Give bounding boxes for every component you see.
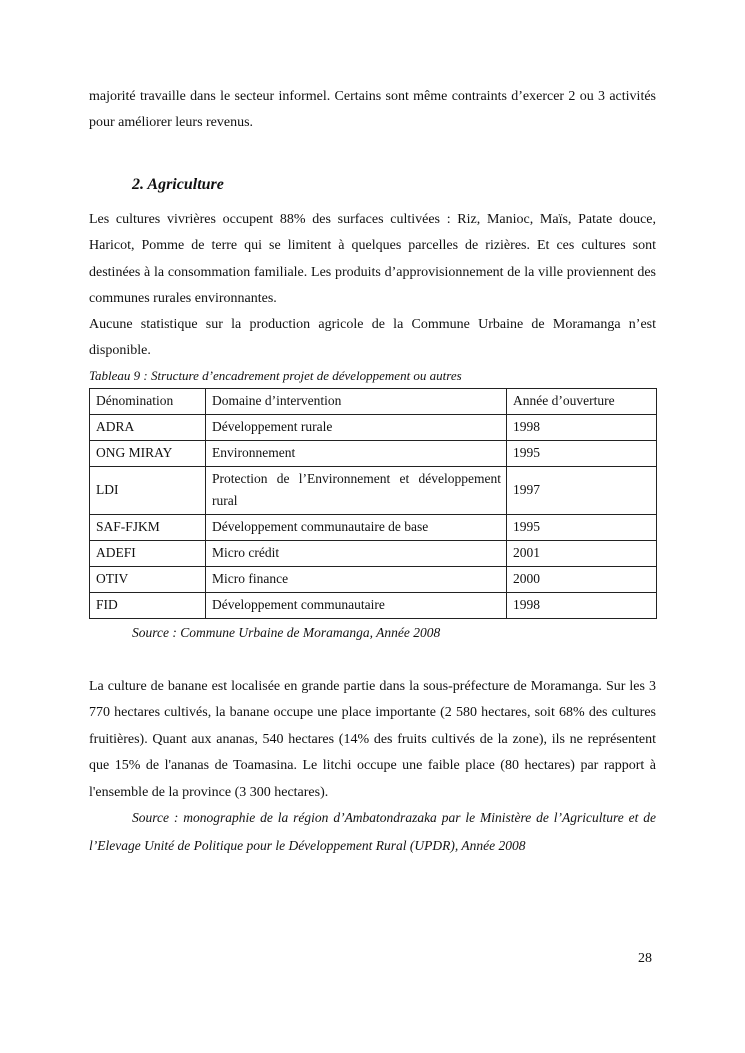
table-header-row [90,389,657,415]
section-heading: 2. Agriculture [132,176,224,193]
table-row [90,441,657,467]
cell-denomination: LDI [90,467,206,515]
cell-annee: 1995 [507,441,657,467]
cell-domaine: Micro finance [206,567,507,593]
structure-table [89,388,657,619]
table-row [90,415,657,441]
cell-annee: 2000 [507,567,657,593]
cell-annee: 1995 [507,515,657,541]
cell-domaine: Protection de l’Environnement et développement rural [206,467,507,515]
cell-domaine: Développement communautaire [206,593,507,619]
cell-domaine: Micro crédit [206,541,507,567]
cell-annee: 1998 [507,415,657,441]
agriculture-paragraph-1: Les cultures vivrières occupent 88% des surfaces cultivées : Riz, Manioc, Maïs, Patate douce, Haricot, Pomme de terre qui se limitent à quelques parcelles de rizières. Et ces cultures sont destinées à la consommation familiale. Les produits d’approvisionnement de la ville proviennent des communes rurales environnantes. [89,212,656,307]
cell-denomination: ADEFI [90,541,206,567]
cell-denomination: FID [90,593,206,619]
header-annee: Année d’ouverture [507,389,657,415]
cell-denomination: ONG MIRAY [90,441,206,467]
banana-source: Source : monographie de la région d’Ambatondrazaka par le Ministère de l’Agriculture et de l’Elevage Unité de Politique pour le Développement Rural (UPDR), Année 2008 [89,810,656,853]
table-row [90,515,657,541]
cell-domaine: Environnement [206,441,507,467]
header-denomination: Dénomination [90,389,206,415]
table-row [90,467,657,515]
table-row [90,593,657,619]
table-row [90,567,657,593]
table-source: Source : Commune Urbaine de Moramanga, Année 2008 [132,625,441,640]
cell-domaine: Développement communautaire de base [206,515,507,541]
banana-paragraph: La culture de banane est localisée en grande partie dans la sous-préfecture de Moramanga. Sur les 3 770 hectares cultivés, la banane occupe une place importante (2 580 hectares, soit 68% des cultures fruitières). Quant aux ananas, 540 hectares (14% des fruits cultivés de la zone), ils ne représentent que 15% de l'ananas de Toamasina. Le litchi occupe une faible place (80 hectares) par rapport à l'ensemble de la province (3 300 hectares). [89,679,656,800]
cell-domaine: Développement rurale [206,415,507,441]
page-number: 28 [638,951,652,966]
header-domaine: Domaine d’intervention [206,389,507,415]
table-row [90,541,657,567]
agriculture-paragraph-2: Aucune statistique sur la production agricole de la Commune Urbaine de Moramanga n’est disponible. [89,317,656,359]
cell-annee: 1997 [507,467,657,515]
table-caption: Tableau 9 : Structure d’encadrement projet de développement ou autres [89,368,462,383]
intro-paragraph: majorité travaille dans le secteur informel. Certains sont même contraints d’exercer 2 ou 3 activités pour améliorer leurs revenus. [89,89,656,131]
cell-denomination: ADRA [90,415,206,441]
cell-annee: 1998 [507,593,657,619]
cell-annee: 2001 [507,541,657,567]
cell-denomination: OTIV [90,567,206,593]
cell-denomination: SAF-FJKM [90,515,206,541]
